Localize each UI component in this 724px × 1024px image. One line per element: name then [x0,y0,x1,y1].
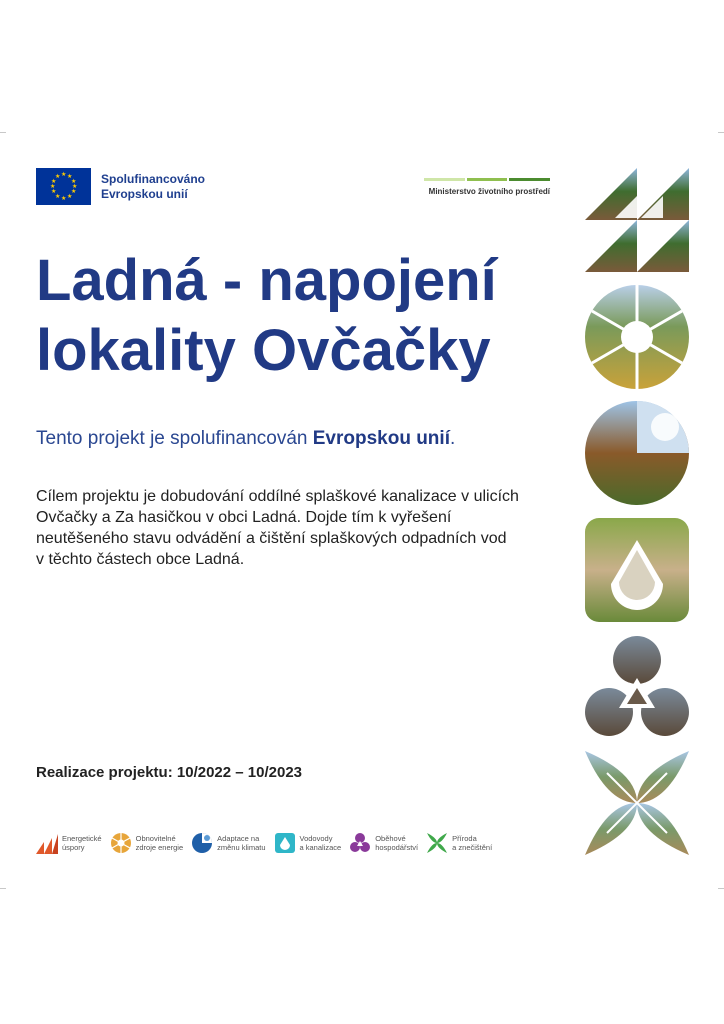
ministry-logo [424,178,550,196]
theme-label-line: hospodářství [375,843,419,852]
crop-mark [718,888,724,889]
theme-label-line: a znečištění [452,843,493,852]
water-photo-icon [585,518,689,622]
title-line: lokality Ovčačky [36,318,491,383]
theme-label-line: Oběhové [375,834,406,843]
theme-climate-adaptation [191,832,265,854]
energy-savings-icon [36,832,58,854]
water-icon [274,832,296,854]
crop-mark [718,132,724,133]
cofinancing-suffix: . [449,428,456,449]
theme-label-line: Vodovody [299,834,333,843]
theme-label-line: Adaptace na [217,834,260,843]
project-description [36,486,556,570]
cofinancing-emphasis: Evropskou unií [312,428,450,449]
theme-label-line: Energetické [62,834,102,843]
page-title [36,246,576,386]
description-line: v těchto částech obce Ladná. [36,551,245,568]
renewables-photo-icon [585,285,689,389]
title-line: Ladná - napojení [36,248,497,313]
theme-circular-economy [349,832,418,854]
theme-label-line: úspory [62,843,85,852]
renewables-icon [110,832,132,854]
energy-savings-photo-icon [585,168,689,272]
theme-label-line: zdroje energie [135,843,184,852]
theme-renewables [110,832,184,854]
climate-adaptation-photo-icon [585,401,689,505]
cofinancing-prefix: Tento projekt je spolufinancován [36,428,313,449]
theme-label-line: Obnovitelné [135,834,176,843]
description-line: neutěšeného stavu odvádění a čištění splaškových odpadních vod [36,530,507,547]
description-line: Ovčačky a Za hasičkou v obci Ladná. Dojde tím k vyřešení [36,509,452,526]
theme-label-line: změnu klimatu [217,843,266,852]
circular-economy-icon [349,832,371,854]
nature-icon [426,832,448,854]
climate-adaptation-icon [191,832,213,854]
theme-icons-row [36,832,500,854]
eu-cofinancing-text [101,172,205,202]
crop-mark [0,132,6,133]
ministry-color-bars [424,178,550,181]
nature-photo-icon [585,751,689,855]
eu-text-line: Evropskou unií [101,186,188,201]
theme-water [274,832,342,854]
circular-economy-photo-icon [585,634,689,738]
eu-logo [36,168,205,205]
realization-period: Realizace projektu: 10/2022 – 10/2023 [36,764,303,781]
crop-mark [0,888,6,889]
eu-flag-icon: ★ ★ ★ ★ ★ ★ ★ ★ ★ ★ ★ ★ [36,168,91,205]
eu-text-line: Spolufinancováno [101,171,206,186]
ministry-name: Ministerstvo životního prostředí [428,187,550,196]
theme-energy-savings [36,832,102,854]
theme-nature [426,832,492,854]
cofinancing-statement [36,428,455,450]
theme-label-line: a kanalizace [299,843,342,852]
theme-label-line: Příroda [452,834,477,843]
description-line: Cílem projektu je dobudování oddílné splaškové kanalizace v ulicích [36,488,519,505]
